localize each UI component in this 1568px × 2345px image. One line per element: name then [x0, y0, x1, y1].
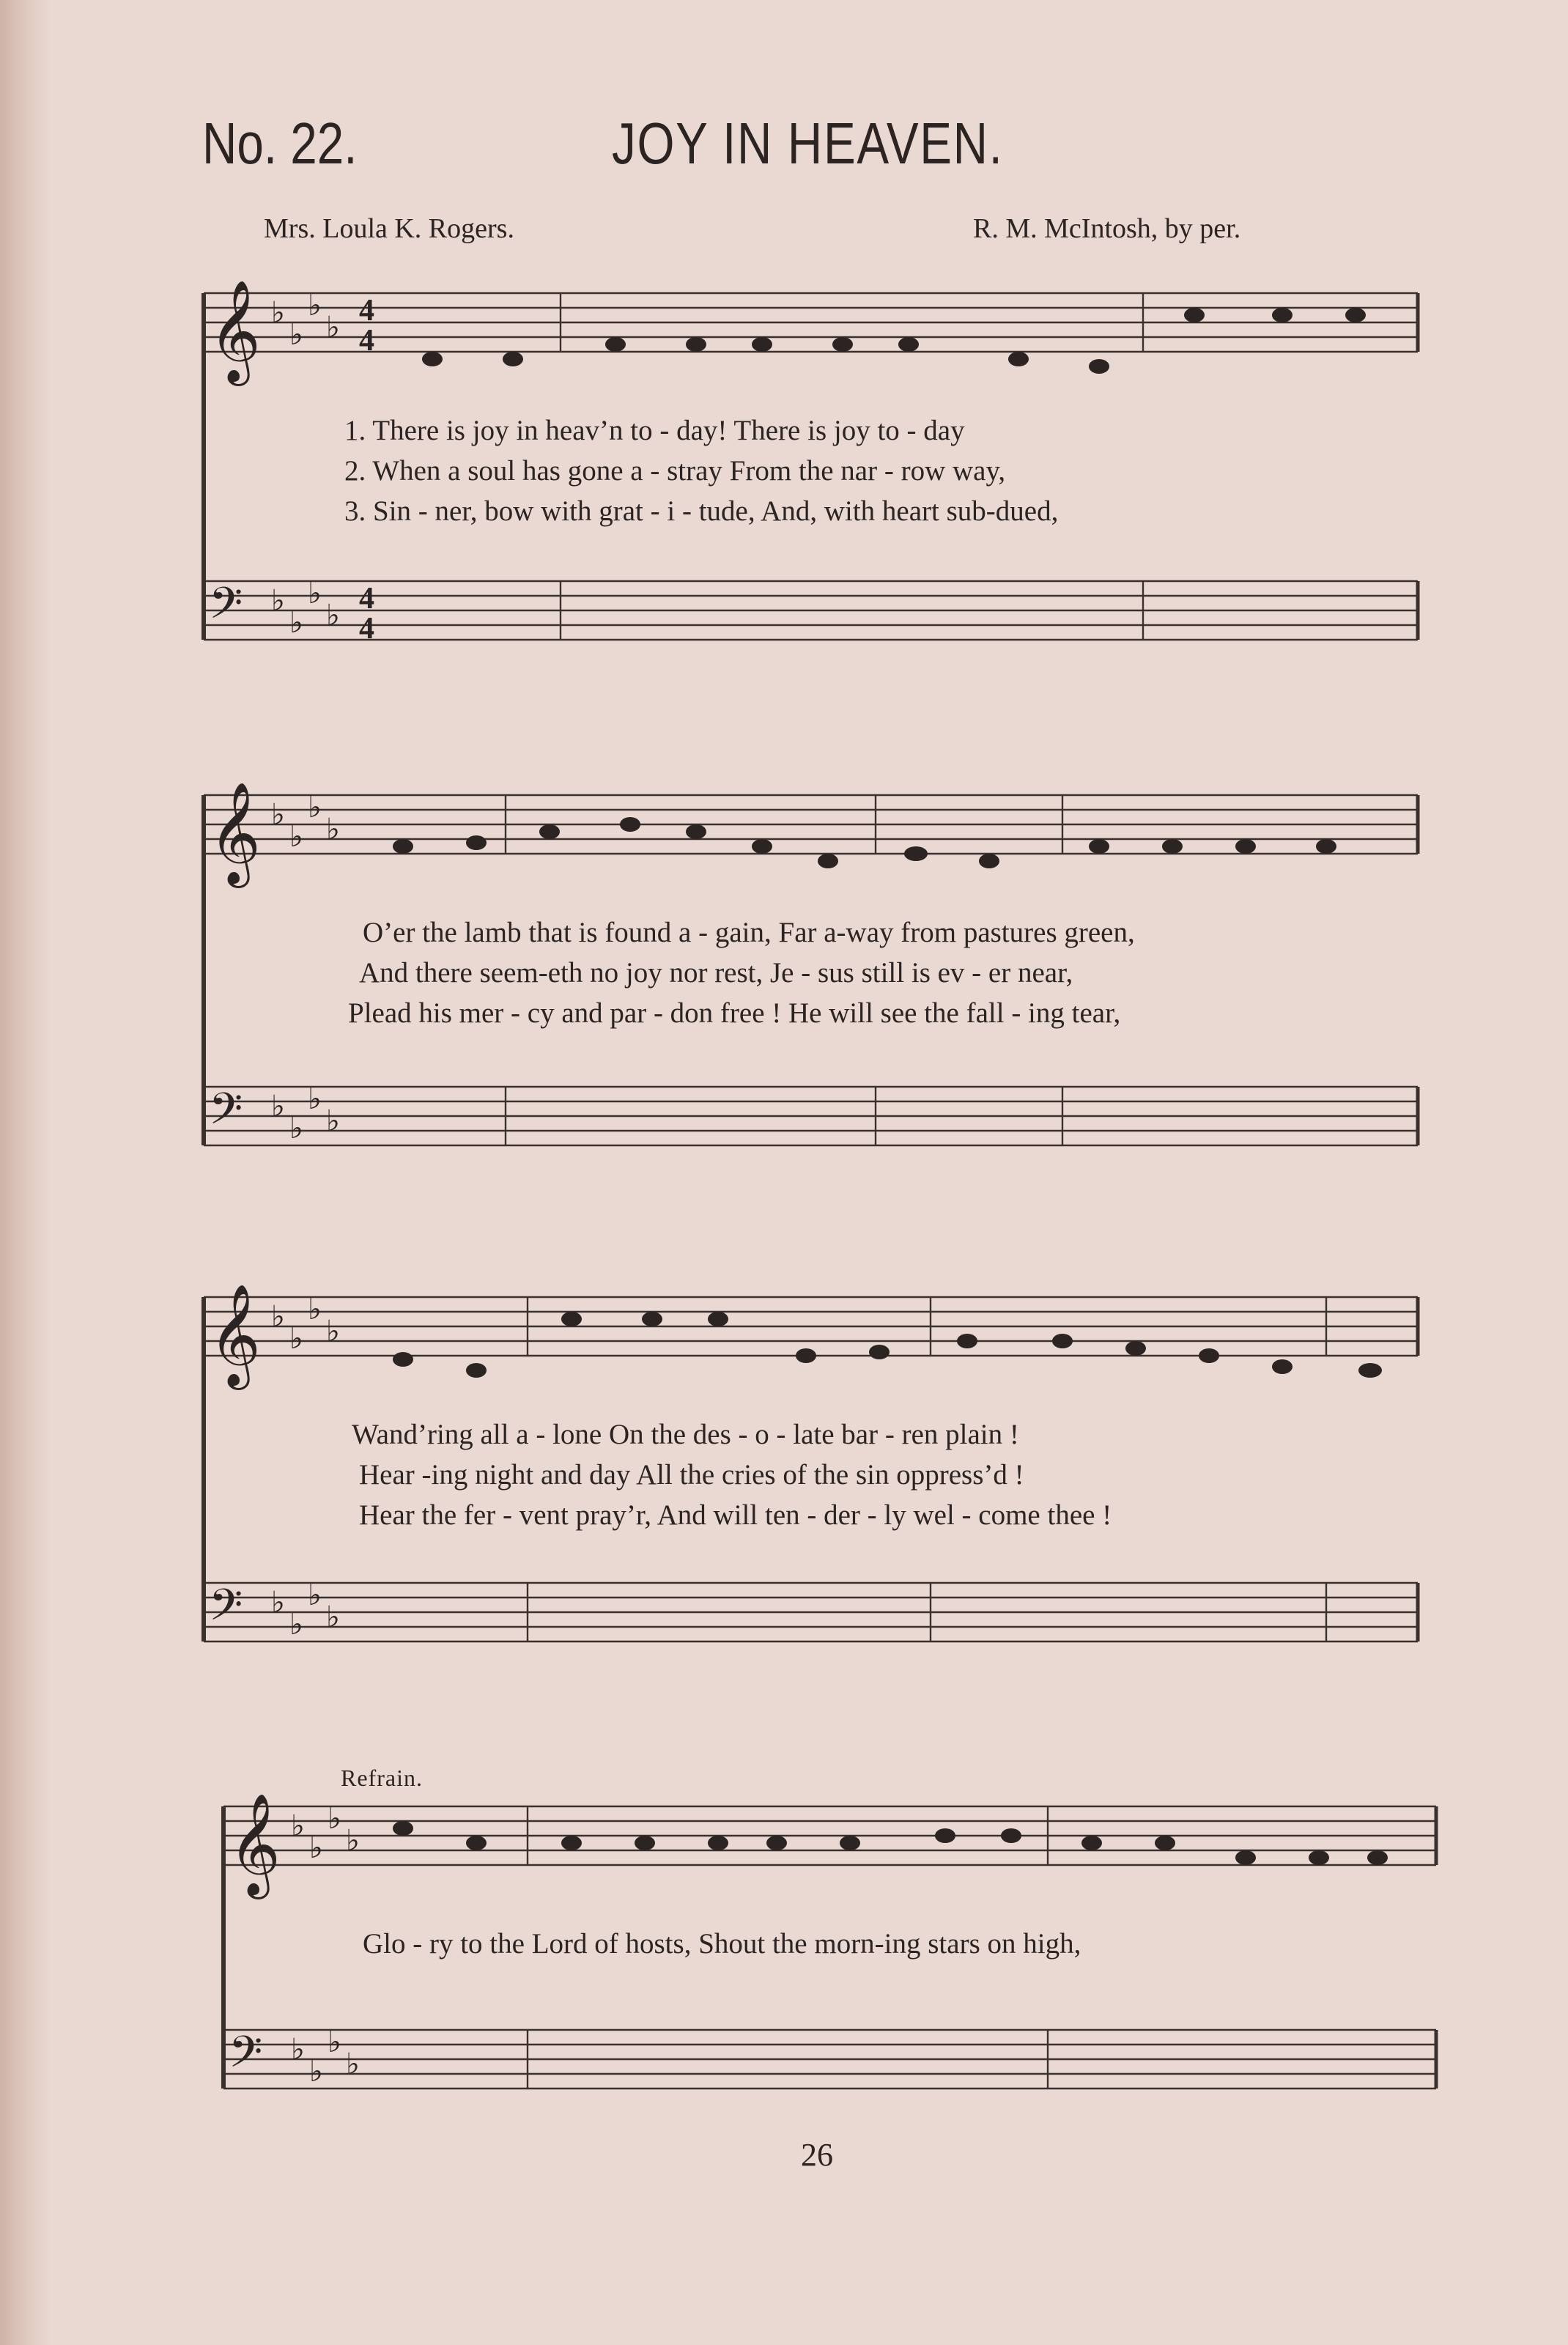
svg-text:♭: ♭: [308, 791, 322, 824]
bass-clef-icon: 𝄢: [209, 1579, 243, 1641]
svg-text:♭: ♭: [308, 577, 322, 610]
bass-clef-icon: 𝄢: [229, 2026, 263, 2088]
svg-text:4: 4: [359, 582, 374, 616]
svg-text:♭: ♭: [271, 798, 285, 832]
svg-text:♭: ♭: [289, 606, 303, 640]
svg-text:♭: ♭: [308, 289, 322, 322]
svg-text:♭: ♭: [289, 1112, 303, 1145]
page-number: 26: [801, 2137, 833, 2173]
system-3-lyric-verse-2: Hear -ing night and day All the cries of the sin oppress’d !: [359, 1459, 1024, 1491]
svg-text:♭: ♭: [309, 2055, 323, 2089]
svg-text:♭: ♭: [291, 2033, 305, 2067]
treble-clef-icon: 𝄞: [209, 1284, 261, 1386]
hymn-title: JOY IN HEAVEN.: [612, 111, 1004, 176]
hymn-number: No. 22.: [202, 111, 358, 176]
svg-text:♭: ♭: [289, 318, 303, 352]
svg-text:♭: ♭: [346, 1824, 360, 1858]
svg-text:♭: ♭: [271, 584, 285, 618]
treble-clef-icon: 𝄞: [209, 782, 261, 884]
system-1-treble-staff: [204, 293, 1418, 352]
svg-text:♭: ♭: [326, 813, 340, 846]
svg-text:♭: ♭: [328, 2025, 341, 2059]
system-2-bass-staff: [204, 1087, 1418, 1145]
system-3-bass-staff: [204, 1583, 1418, 1642]
svg-text:♭: ♭: [289, 820, 303, 854]
svg-text:♭: ♭: [326, 1600, 340, 1634]
svg-text:♭: ♭: [309, 1831, 323, 1865]
svg-text:♭: ♭: [346, 2047, 360, 2081]
refrain-label: Refrain.: [341, 1765, 423, 1791]
system-2-lyric-verse-1: O’er the lamb that is found a - gain, Far a-way from pastures green,: [363, 917, 1135, 948]
svg-text:♭: ♭: [289, 1322, 303, 1356]
treble-clef-icon: 𝄞: [209, 280, 261, 382]
bass-clef-icon: 𝄢: [209, 1083, 243, 1145]
svg-text:♭: ♭: [326, 311, 340, 344]
svg-text:♭: ♭: [326, 1104, 340, 1138]
svg-text:♭: ♭: [328, 1802, 341, 1836]
treble-clef-icon: 𝄞: [229, 1793, 281, 1895]
svg-text:4: 4: [359, 612, 374, 646]
bass-clef-icon: 𝄢: [209, 577, 243, 639]
svg-text:♭: ♭: [308, 1293, 322, 1326]
system-3-treble-staff: [204, 1297, 1418, 1356]
system-1-bass-staff: [204, 581, 1418, 640]
system-2-lyric-verse-2: And there seem-eth no joy nor rest, Je - sus still is ev - er near,: [359, 957, 1073, 989]
composer-credit: R. M. McIntosh, by per.: [973, 213, 1241, 244]
system-1-lyric-verse-2: 2. When a soul has gone a - stray From the nar - row way,: [344, 455, 1006, 487]
svg-text:♭: ♭: [271, 1586, 285, 1620]
system-2-lyric-verse-3: Plead his mer - cy and par - don free ! He will see the fall - ing tear,: [348, 997, 1121, 1029]
svg-text:♭: ♭: [271, 1300, 285, 1334]
system-1-lyric-verse-3: 3. Sin - ner, bow with grat - i - tude, And, with heart sub-dued,: [344, 495, 1059, 527]
svg-text:♭: ♭: [271, 1090, 285, 1123]
flat-key-signature-icon: [271, 289, 360, 2089]
svg-text:♭: ♭: [308, 1082, 322, 1116]
lyricist-credit: Mrs. Loula K. Rogers.: [264, 213, 514, 244]
svg-text:♭: ♭: [271, 296, 285, 330]
system-3-lyric-verse-1: Wand’ring all a - lone On the des - o - late bar - ren plain !: [352, 1419, 1019, 1450]
svg-text:4: 4: [359, 294, 374, 328]
system-1-lyric-verse-1: 1. There is joy in heav’n to - day! There is joy to - day: [344, 415, 965, 446]
system-4-bass-staff: [223, 2030, 1436, 2089]
svg-text:♭: ♭: [308, 1578, 322, 1612]
svg-text:♭: ♭: [326, 1315, 340, 1348]
svg-text:♭: ♭: [326, 599, 340, 632]
svg-text:♭: ♭: [291, 1809, 305, 1843]
system-4-lyric: Glo - ry to the Lord of hosts, Shout the morn-ing stars on high,: [363, 1928, 1081, 1960]
system-3-lyric-verse-3: Hear the fer - vent pray’r, And will ten - der - ly wel - come thee !: [359, 1499, 1112, 1531]
svg-text:♭: ♭: [289, 1608, 303, 1642]
svg-text:4: 4: [359, 324, 374, 358]
